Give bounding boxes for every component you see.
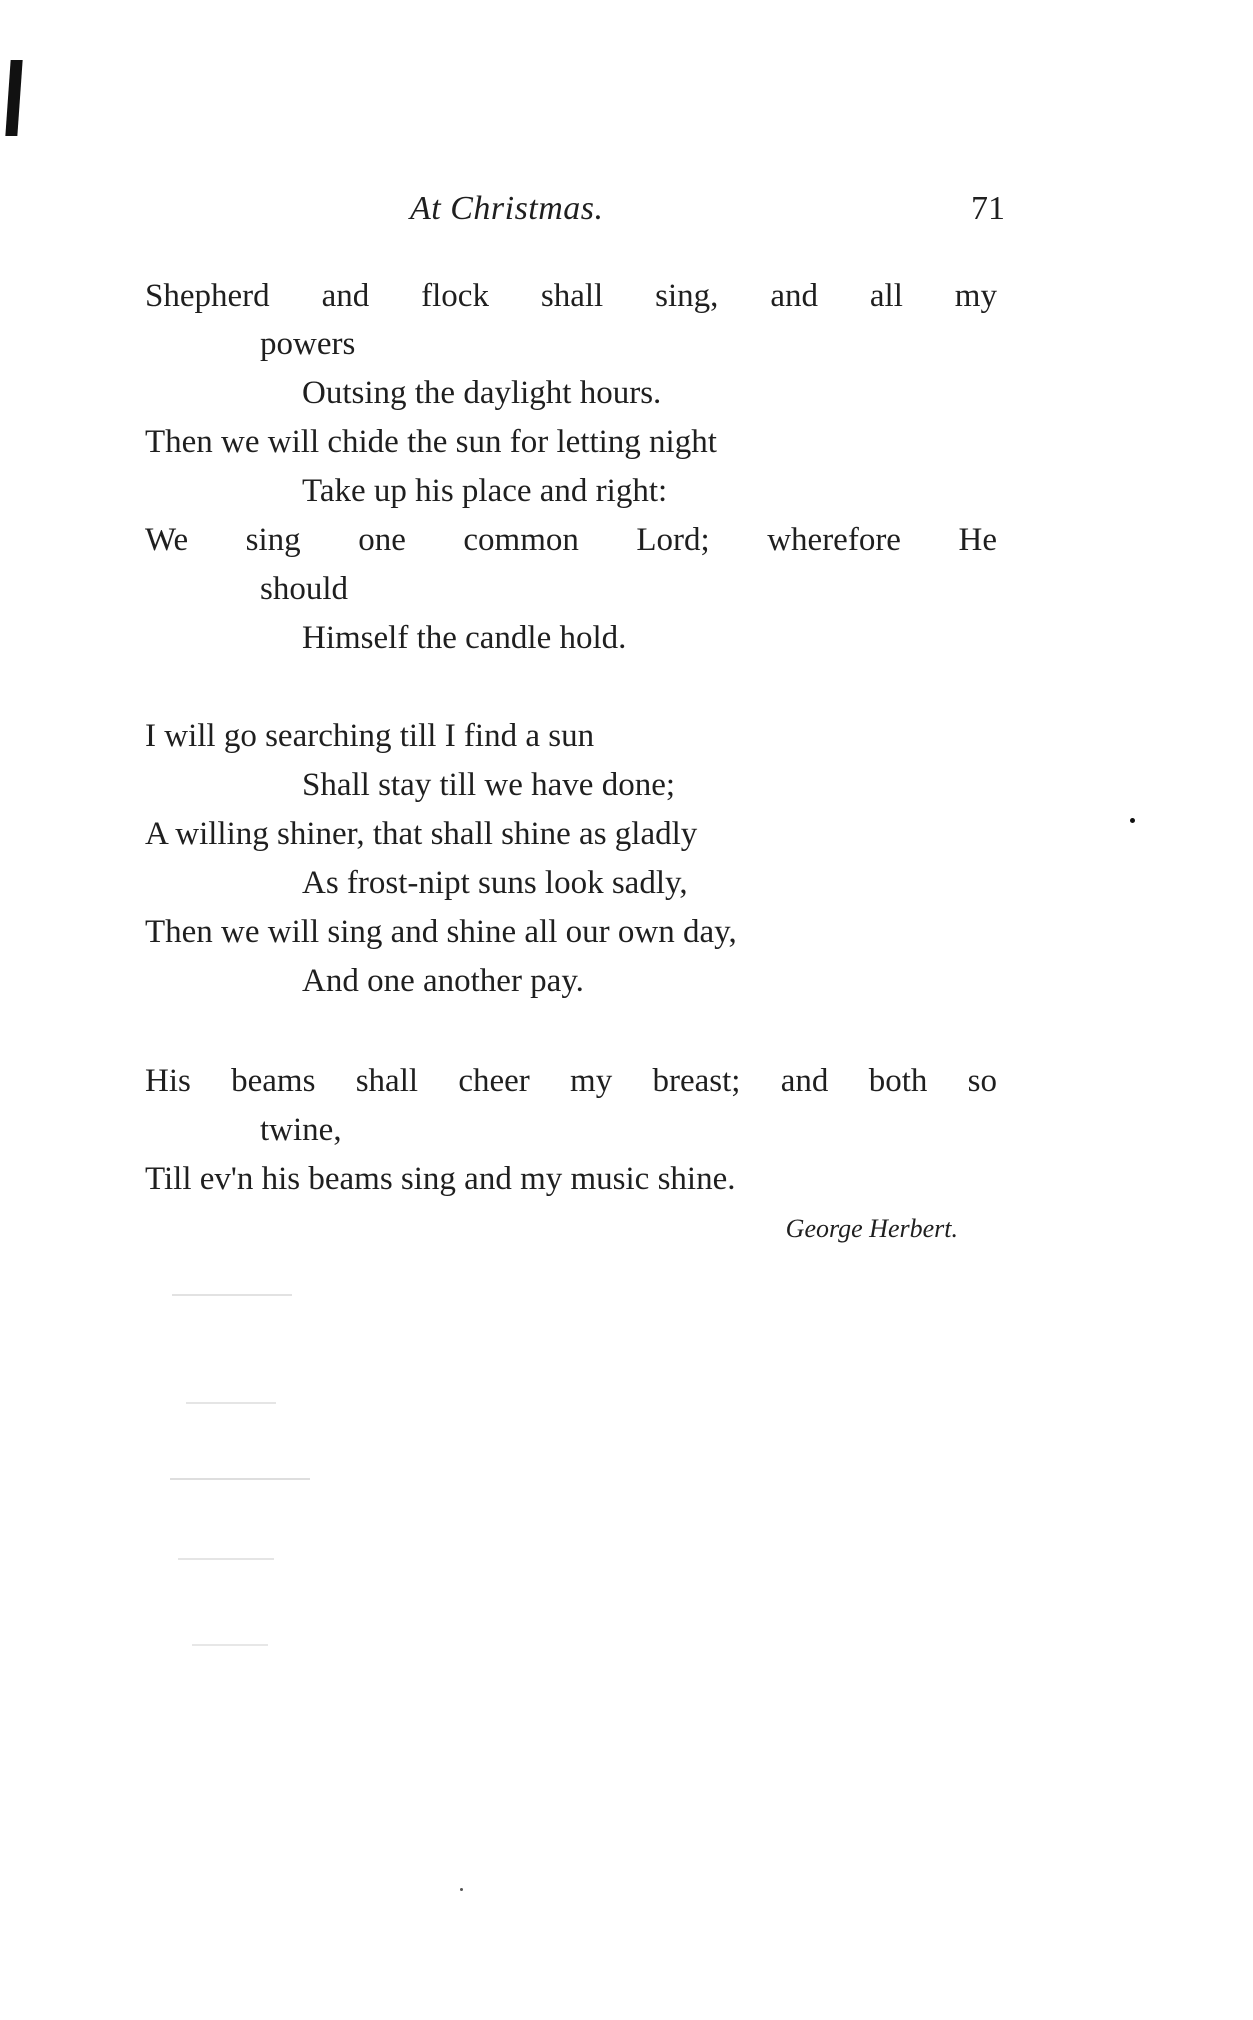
poem-word: sing [245, 522, 301, 558]
margin-mark [5, 60, 22, 136]
poem-word: Shepherd [145, 278, 270, 314]
poem-word: shall [540, 278, 604, 314]
poem-word: so [967, 1063, 997, 1099]
poem-line-7: I will go searching till I find a sun [145, 718, 595, 754]
running-title: At Christmas. [410, 190, 604, 227]
poem-word: one [358, 522, 406, 558]
poem-line-13-continuation: twine, [260, 1112, 342, 1148]
page-header [410, 190, 1005, 240]
poem-line-5-continuation: should [260, 571, 349, 607]
poem-word: breast; [652, 1063, 741, 1099]
poem-word: Lord; [636, 522, 710, 558]
poem-line-12: And one another pay. [302, 963, 584, 999]
poem-line-9: A willing shiner, that shall shine as gladly [145, 816, 698, 852]
poem-word: and [780, 1063, 829, 1099]
poem-line-3: Then we will chide the sun for letting night [145, 424, 717, 460]
page-speck [460, 1888, 463, 1891]
poem-line-8: Shall stay till we have done; [302, 767, 676, 803]
faint-library-stamp [168, 1290, 368, 1710]
page-number: 71 [971, 190, 1005, 227]
poem-line-4: Take up his place and right: [302, 473, 668, 509]
poem-word: my [954, 278, 997, 314]
poem-line-14: Till ev'n his beams sing and my music shine. [145, 1161, 736, 1197]
poem-word: flock [421, 278, 489, 314]
poem-word: We [145, 522, 189, 558]
poem-line-2: Outsing the daylight hours. [302, 375, 662, 411]
poem-word: wherefore [767, 522, 901, 558]
poem-word: shall [355, 1063, 419, 1099]
poem-word: He [958, 522, 997, 558]
poem-word: all [869, 278, 903, 314]
poem-line-11: Then we will sing and shine all our own day, [145, 914, 737, 950]
poem-word: cheer [458, 1063, 530, 1099]
poem-word: His [145, 1063, 191, 1099]
poem-word: common [463, 522, 579, 558]
poem-word: both [868, 1063, 928, 1099]
poem-line-6: Himself the candle hold. [302, 620, 627, 656]
poem-line-10: As frost-nipt suns look sadly, [302, 865, 688, 901]
author-attribution: George Herbert. [785, 1214, 958, 1243]
poem-line-13 [145, 1065, 997, 1098]
poem-word: and [321, 278, 370, 314]
poem-word: my [570, 1063, 613, 1099]
poem-word: and [770, 278, 818, 314]
poem-word: sing, [655, 278, 719, 314]
page-speck [1130, 818, 1135, 823]
poem-line-1-continuation: powers [260, 326, 356, 362]
poem-line-1 [145, 280, 997, 313]
poem-word: beams [231, 1063, 316, 1099]
poem-line-5 [145, 524, 997, 557]
